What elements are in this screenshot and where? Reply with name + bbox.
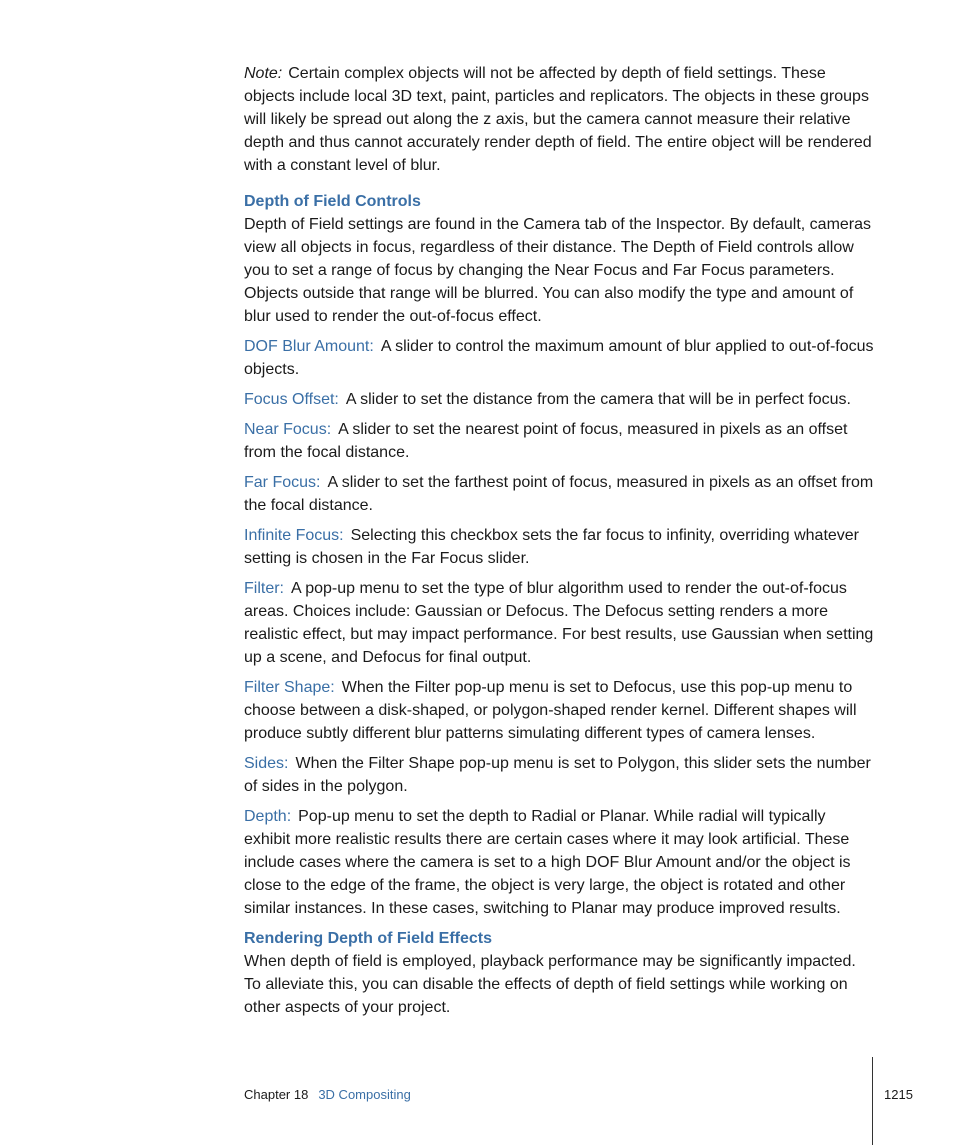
- definition-item: [244, 676, 876, 745]
- definition-term: Far Focus:: [244, 474, 321, 491]
- definition-item: [244, 471, 876, 517]
- definition-text: A slider to control the maximum amount of blur applied to out-of-focus objects.: [244, 338, 874, 378]
- definition-text: Pop-up menu to set the depth to Radial or Planar. While radial will typically exhibit more realistic results there are certain cases where it may look artificial. These include cases where the camera is set to a high DOF Blur Amount and/or the object is close to the edge of the frame, the object is very large, the object is rotated and other similar instances. In these cases, switching to Planar may produce improved results.: [244, 808, 851, 917]
- section-intro: Depth of Field settings are found in the Camera tab of the Inspector. By default, cameras view all objects in focus, regardless of their distance. The Depth of Field controls allow you to set a range of focus by changing the Near Focus and Far Focus parameters. Objects outside that range will be blurred. You can also modify the type and amount of blur used to render the out-of-focus effect.: [244, 216, 872, 325]
- definition-item: [244, 805, 876, 920]
- definition-term: Sides:: [244, 755, 289, 772]
- definition-term: Focus Offset:: [244, 391, 339, 408]
- definition-term: Infinite Focus:: [244, 527, 344, 544]
- section-rendering-depth-of-field: [244, 927, 876, 1019]
- section-depth-of-field-controls: [244, 190, 876, 920]
- definition-term: Near Focus:: [244, 421, 332, 438]
- chapter-label: Chapter 18: [244, 1087, 309, 1102]
- definition-term: Filter:: [244, 580, 284, 597]
- page-number: 1215: [884, 1087, 913, 1102]
- definition-item: [244, 752, 876, 798]
- definition-term: Depth:: [244, 808, 292, 825]
- definition-text: A slider to set the nearest point of focus, measured in pixels as an offset from the focal distance.: [244, 421, 848, 461]
- page-body: [244, 62, 876, 1026]
- definition-text: A pop-up menu to set the type of blur algorithm used to render the out-of-focus areas. Choices include: Gaussian or Defocus. The Defocus setting renders a more realistic effect, but may impact performance. For best results, use Gaussian when setting up a scene, and Defocus for final output.: [244, 580, 874, 666]
- definition-text: When the Filter Shape pop-up menu is set to Polygon, this slider sets the number of sides in the polygon.: [244, 755, 871, 795]
- definition-item: [244, 524, 876, 570]
- note-paragraph: [244, 62, 876, 177]
- page-footer: [244, 1086, 411, 1104]
- note-text: Certain complex objects will not be affected by depth of field settings. These objects include local 3D text, paint, particles and replicators. The objects in these groups will likely be spread out along the z axis, but the camera cannot measure their relative depth and thus cannot accurately render depth of field. The entire object will be rendered with a constant level of blur.: [244, 65, 872, 174]
- section-heading: Depth of Field Controls: [244, 193, 421, 210]
- section-heading: Rendering Depth of Field Effects: [244, 930, 493, 947]
- definition-term: DOF Blur Amount:: [244, 338, 374, 355]
- definition-term: Filter Shape:: [244, 679, 335, 696]
- definition-text: A slider to set the distance from the camera that will be in perfect focus.: [345, 391, 851, 408]
- definition-item: [244, 418, 876, 464]
- definition-text: When the Filter pop-up menu is set to Defocus, use this pop-up menu to choose between a disk-shaped, or polygon-shaped render kernel. Different shapes will produce subtly different blur patterns simulating different types of camera lenses.: [244, 679, 857, 742]
- section-intro: When depth of field is employed, playback performance may be significantly impacted. To alleviate this, you can disable the effects of depth of field settings while working on other aspects of your project.: [244, 953, 856, 1016]
- definition-text: Selecting this checkbox sets the far focus to infinity, overriding whatever setting is chosen in the Far Focus slider.: [244, 527, 860, 567]
- definition-item: [244, 577, 876, 669]
- definition-item: [244, 335, 876, 381]
- definition-item: [244, 388, 876, 411]
- chapter-title: 3D Compositing: [318, 1087, 411, 1102]
- definition-text: A slider to set the farthest point of focus, measured in pixels as an offset from the focal distance.: [244, 474, 874, 514]
- note-label: Note:: [244, 65, 283, 82]
- footer-divider: [872, 1057, 873, 1145]
